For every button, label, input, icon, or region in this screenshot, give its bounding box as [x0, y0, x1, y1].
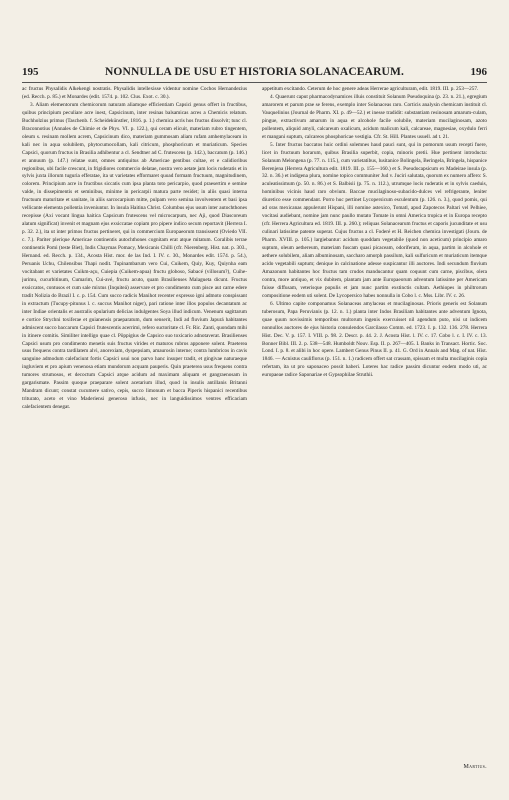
paragraph: ac fructus Physalidis Alkekengi nostratis. Physalidis intellexisse videntur nomine Cochos Hernandezius (ed. Recch. p. 85.) et Monardes (edit. 1574. p. 102. Clus. Exot. c. 30.). [22, 86, 247, 100]
paragraph: appetitum excitando. Ceterum de hoc genere adeas Herrerae agriculturam, edit. 1819. III. p. 253—257. [262, 86, 479, 92]
text-columns [22, 86, 487, 762]
running-title: NONNULLA DE USU ET HISTORIA SOLANACEARUM. [104, 66, 405, 78]
paragraph: 6. Ultimo capite componamus Solanaceas amylaceas et mucilaginosas. Prioris generis est Solanum tuberosum, Papa Peruvianis (p. 12. n. 1.) planta inter Indos Brasiliam habitantes ante adventum Ignota, quae quum novissimis temporibus multorum ingenis exercuisset nil agendum puto, nisi ut indicem nonnullos auctores de ejus historia consulendos Garcilasso Comm. ed. 1723. I. p. 132. 136. 278. Herrera Hist. Dec. V. p. 157. I. VIII. p. 98. 2. Descr. p. 44. 2. J. Acosta Hist. l. IV. c. 17. Cobo l. c. I. IV. c. 13. Bonner Bibl. III. 2. p. 538—548. Humboldt Nouv. Esp. II. p. 267—405. I. Banks in Transact. Hortic. Soc. Lond. I. p. 8. et alibi in hoc opere. Lambert Genus Pinus II. p. 41. G. Ord in Annals and Mag. of nat. Hist. 1846. — Acnistus cauliflorus (p. 151. n. 1.) radicem offert sat crassam, spissam et multa mucilaginis copia refertam, ita ut pro saponaceo possit haberi. Loteres hac radice passim dicuntur eodem modo uti, ac europaeae radice Saponariae et Gypsophilae Struthii. [262, 300, 487, 379]
running-header [22, 66, 487, 82]
paragraph: 4. Quaerunt caput pharmacodynamices illuis constituit Solanum Pseudoquina (p. 23. n. 21.), egregium amarorem et parum prae se ferens, exemplo inter Solanaceas raro. Corticis analysin chemicam instituit cl. Vauquelinius (Journal de Pharm. XI. p. 49—52.) et inesse tradidit: substantiam resinosam amarum-culam, pingue, extractivum amarum in aqua et alcohole facile solubile, materiam mucilaginosam, azoto pollentem, aliquid amyli, calcareum oxalicum, acidum malicum kali, calcareae, magnesiae, oxydulo ferri et mangani suptum, calcareos phosphoricae vestigia. Cfr. St. Hill. Plantes usuell. ad t. 21. [262, 93, 487, 140]
paragraph: 3. Aliam elementorum chemicorum naturam aliamque efficientiam Capsici genus offert in fructibus, quibus principium peculiare acre inest, Capsicinum, inter resinas balsamicas acres a Chemicis relatum. Buchholzius primus (Taschenb. f. Scheidekünstler, 1816. p. 1.) chemica acris hos fructus dissolvit; tunc cl. Braconnotius (Annales de Chimie et de Phys. VI. p. 122.), qui ceram elicuit, materiam rubro tingentem, oleum s. resinam mollem acrem, Capsicinum dico, materiam gummosam aliam rufam amhemylaceam in kali nec in aqua solubilem, phytocumocollam, kali citricum, phosphoricum et muriaticum. Species Capsici, quorum fructus in Brasilia adhibentur a cl. Sendtner ad C. frutescens (p. 142.), baccatum (p. 146.) et annuum (p. 147.) relatae sunt, omnes antiquitus ab Americae gentibus cultae, et e calidioribus regionibus, ubi facile crescunt, in frigidiores commercio delatae, nostra vero aetate jam locis ruderatis et in sylvis juxta illorum tuguria efferatae, ita ut varietates efformaret quoad formam fructuum, magnitudinem, colorem. Principium acre in fructibus siccatis cum ipsa planta toto pericarpio, quod praesertim e semine valde, in dissepimentis et seminibus, minime in pericarpii matura parte residet; in aliis quasi interna fructuum maturitate et sanitate, in aliis sarcocarpium mitte, pulpam vero semina involventem et basi ipsa vellicante elementa pollentia inveniuntur. In insula Haitina Christ. Columbus ejus usum inter autochthones recepisse (Axi vocant lingua haitica Capsicum frutescens vel microcarpum, nec Aji, quod Diascoreum alatum significat) invenit et magnam ejus exsiccatae copiam pro pipere indico secum reportavit (Herrera I. p. 32. 2.), ita ut inter primos fructus pertineret, qui in commercium Europaeorum transissent (Oviedo VII. c. 7.). Pariter plerique Americae continentis autochthones cognitam erat atque mitatum. Coralibis terrae continentis Pomi (teste Biet), Indis Chaymas Pomacy, Mexicanis Chilli (cfr. Nierenberg. Hist. nat. p. 303., Hernand. ed. Recch. p. 134., Acosta Hist. mor. de las Ind. I. IV. c. 30., Monardes edit. 1574. p. 54.), Peruanis Uchu, Chilensibus Thapi nodit. Tupinambarum vero Cui, Cuikem, Quiy, Kuy, Quiynha eam vocitabant et varietates Cuikm-açu, Cuiepia (Cuikem-apua) fructu globoso, Sabacé (villosum?), Cuihe-jurimu, cucurbitinum, Cumarim, Cui-avé, fructu acuto, quam Brasilienses Malagueta dicunt. Fructus exsiccatos, contusos et cum sale mixtus (Inquiteá) asservare et pro condimento cum pisce aut carne edere tradit Nolizia do Brazil I. c. p. 154. Cum succo radicis Manihot recenter expresso igni admoto conspissant in extractum (Tucupy-pitunus l. c. succus Manihot niger), pari ratione inter illos populos decantatum ac inter Indiae orientalis et australis opularium delicias indulgentes Soya illud indicum. Venenum sagittarum e cortice Strychni toxiferae et guianensis praeparatum, dum senserit, Indi ad fluvium Japurá habitantes admiscent succo baccarum Capsici frutescentis acerrimi, refero suctoritate cl. Fr. Ric. Zanti, quondam mihi in itinere comitis. Similiter intelligo quae cl. Pöppigius de Capsico suo toxicario adnotaverat. Brasilienses Capsici usum pro condimento menetis suis fructus virides et maturos rubros apponere solent. Praeterea usus frequens contra tardilatem alvi, anorexiam, dyspepsiam, amaurosin interne; contra lumbricos in cavis sanguine admodum calefaciunt fortis Capsici usui non parvo hanc insuper tradit, et gingivae naturaeque ingluviem et pro apium venenosa etiam mundorum acquam pauperis. Quin praeterea usus frequens contra tumores strumosos, et decoctum Capsici atque acidum ad maximam aliquam et gangraenosam in gargarismate. Passim quoque praeparare solent acetarium illud, quod in insulis antillanis Britanni Mandram dicunt; constat cucumere sativo, cepis, succo limonum et bacca Piperis hispanici recentibus triturato, aceto et vino Maderiensi generoso infusis, nec in languidissimos ventres efficaciam calefacientem denegat. [22, 101, 247, 411]
left-column [22, 86, 247, 762]
author-signature: Martius. [463, 764, 487, 770]
paragraph: 5. Inter fructus baccatos huic ordini solemnes haud pauci sunt, qui in pomorum usum recepti fuere, licet in fructuum horarum, quibus Brasilia superbit, copia, minoris pretii. Hue pertinent introducta: Solanum Melongena (p. 77. n. 115.), cum varietatibus, lusitanice Bolingela, Beringela, Bringela, hispanice Berenjena (Herrera Agricultura edit. 1819. III. p. 155—160.) et S. Pseudocapsicum ex Madeirae insula (p. 32. n. 36.) et indigena plura, nomine topico communiter Jud v. Juciri salutata, quorum ex numero affero: S. aculeatissimum (p. 50. n. 86.) et S. Balbisii (p. 75. n. 112.), utrumque locis ruderatis et in sylvis caeduis, hominibus vicinis haud raro obvium. Baccae mucilaginoso-subacido-dulces vel refrigerante, leniter diuretico esse commendant. Porro huc pertinet Lycopersicum esculentum (p. 126. n. 3.), quod pomis, qui ad oras mexicanas appulerunt Hispani, illi nomine astexico, Tomatl, apud Zapotecos Paltari vel Pelhiee, vocitasi audiebant, nomine jam nunc paullo mutato Tomate in omni America tropica et in Europa recepto (cfr. Herrera Agricultura ed. 1819. III. p. 260.); reliquas Solanacearum fructus et caporis jucunditate et usu culinari latissime patente superat. Cujus fructus a cl. Foderé et H. Reichen chemica investigati (Journ. de Pharm. XVIII. p. 105.) largiebantur: acidum quoddam vegetabile (quod non aceticum) principio amaro suptum, oleum aethereum, materiam fuscam quasi picaceam, odoriferam, in aqua, partim in alcohole et aethere solubilem, aliam albuminosam, saccharo amorph passilum, kali sulfuricum et muriaticum itemque acido vegetabili suptum; denique in calcinatione adesse suspicantur illi auctores. Indi secundum fluvium Amazonum habitantes hoc fructus tam crudos manducantur quam coquunt cum carne, piscibus, olera contra, more antiquo, et vix dubitem, plantam jam ante Europaeorum adventum latissime per Americam fuisse diffusam, veterisque populis et jam nunc partim exstinctis cultam. Aethiopes in philtrorum compositione eodem uti solent. De Lycopersico habes nonnulla in Cobo l. c. Mss. Libr. IV. c. 26. [262, 141, 487, 299]
header-rule [22, 82, 487, 83]
page-number-left: 195 [22, 66, 39, 78]
right-column [262, 86, 487, 762]
page-number-right: 196 [470, 66, 487, 78]
